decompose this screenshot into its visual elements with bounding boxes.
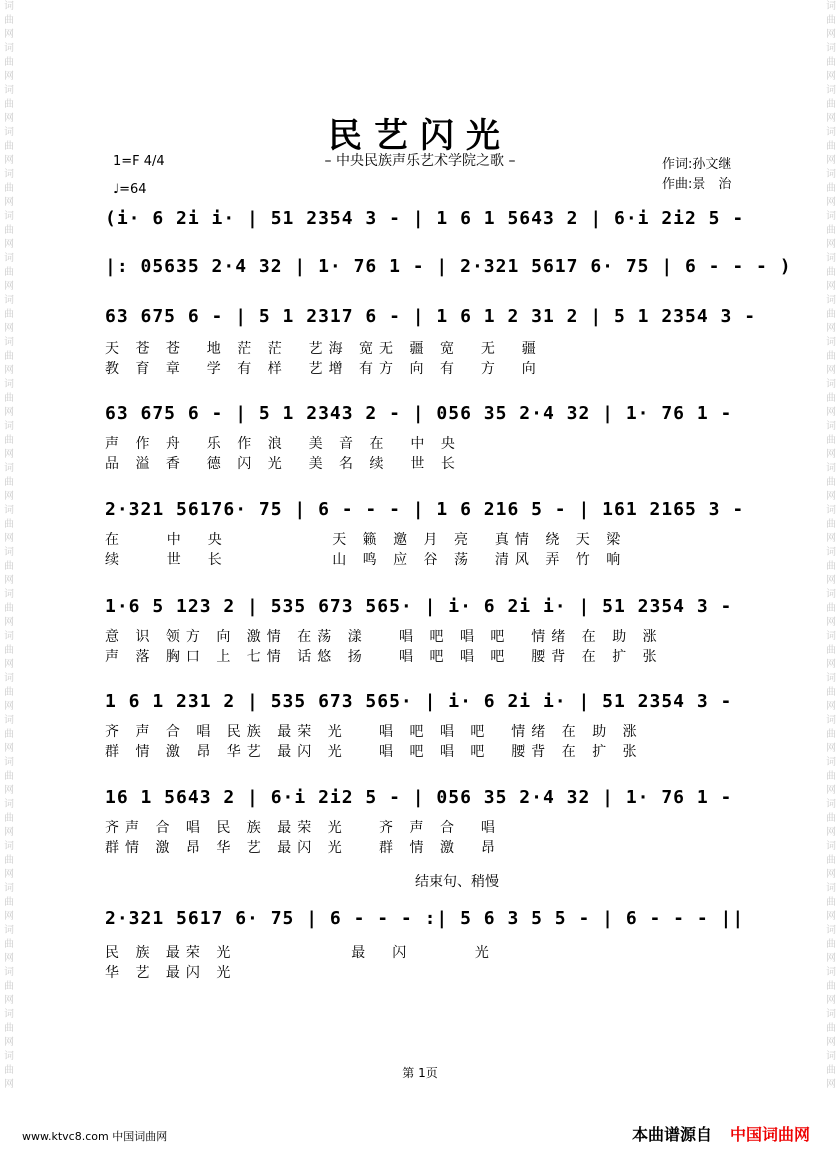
lyric-verse-1: 齐 声 合 唱 民族 最荣 光 唱 吧 唱 吧 情绪 在 助 涨 [105,724,643,740]
notation-line: 63 675 6 - | 5 1 2317 6 - | 1 6 1 2 31 2 | 5 1 2354 3 - [105,306,757,327]
notation-line: |: 05635 2·4 32 | 1· 76 1 - | 2·321 5617 6· 75 | 6 - - - ) [105,256,792,277]
notation-line: 1 6 1 231 2 | 535 673 565· | i· 6 2i i· | 51 2354 3 - [105,691,733,712]
notation-line: 2·321 5617 6· 75 | 6 - - - :| 5 6 3 5 5 - | 6 - - - || [105,908,745,929]
lyricist-credit: 作词:孙文继 [662,157,732,172]
lyric-verse-2: 华 艺 最闪 光 [105,965,237,981]
lyric-verse-2: 声 落 胸口 上 七情 话悠 扬 唱 吧 唱 吧 腰背 在 扩 张 [105,649,663,665]
lyric-verse-2: 群情 激 昂 华 艺 最闪 光 群 情 激 昂 [105,840,501,856]
footer-source-label: 本曲谱源自 [631,1125,712,1144]
lyric-verse-1: 齐声 合 唱 民 族 最荣 光 齐 声 合 唱 [105,820,501,836]
song-subtitle: – 中央民族声乐艺术学院之歌 – [324,153,516,169]
lyric-verse-2: 教 育 章 学 有 样 艺增 有方 向 有 方 向 [105,361,542,377]
notation-line: 16 1 5643 2 | 6·i 2i2 5 - | 056 35 2·4 32 | 1· 76 1 - [105,787,733,808]
footer-site: www.ktvc8.com 中国词曲网 [22,1130,168,1143]
watermark-right: 词曲网词曲网词曲网词曲网词曲网词曲网词曲网词曲网词曲网词曲网词曲网词曲网词曲网词曲网词曲网词曲网词曲网词曲网词曲网词曲网词曲网词曲网词曲网词曲网词曲网词曲网 [826,1,836,1090]
page-number: 第 1页 [402,1066,438,1080]
lyric-verse-2: 群 情 激 昂 华艺 最闪 光 唱 吧 唱 吧 腰背 在 扩 张 [105,744,643,760]
tempo-marking: ♩=64 [113,182,147,197]
watermark-left: 词曲网词曲网词曲网词曲网词曲网词曲网词曲网词曲网词曲网词曲网词曲网词曲网词曲网词曲网词曲网词曲网词曲网词曲网词曲网词曲网词曲网词曲网词曲网词曲网词曲网词曲网 [4,1,14,1090]
composer-credit: 作曲:景 治 [662,177,732,192]
lyric-verse-1: 意 识 领方 向 激情 在荡 漾 唱 吧 唱 吧 情绪 在 助 涨 [105,629,663,645]
notation-line: 63 675 6 - | 5 1 2343 2 - | 056 35 2·4 32 | 1· 76 1 - [105,403,733,424]
lyric-verse-2: 续 世 长 山 鸣 应 谷 荡 清风 弄 竹 响 [105,552,627,568]
lyric-verse-1: 天 苍 苍 地 茫 茫 艺海 宽无 疆 宽 无 疆 [105,341,542,357]
lyric-verse-1: 声 作 舟 乐 作 浪 美 音 在 中 央 [105,436,461,452]
ending-instruction: 结束句、稍慢 [415,874,499,890]
footer-source [632,1122,810,1145]
lyric-verse-2: 品 溢 香 德 闪 光 美 名 续 世 长 [105,456,461,472]
footer-brand: 中国词曲网 [729,1125,810,1144]
notation-line: (i· 6 2i i· | 51 2354 3 - | 1 6 1 5643 2 | 6·i 2i2 5 - [105,208,745,229]
lyric-verse-1: 在 中 央 天 籁 邀 月 亮 真情 绕 天 梁 [105,532,627,548]
key-signature: 1=F 4/4 [113,154,165,169]
notation-line: 2·321 56176· 75 | 6 - - - | 1 6 216 5 - | 161 2165 3 - [105,499,745,520]
lyric-verse-1: 民 族 最荣 光 最 闪 光 [105,945,495,961]
notation-line: 1·6 5 123 2 | 535 673 565· | i· 6 2i i· | 51 2354 3 - [105,596,733,617]
song-title: 民艺闪光 [328,116,512,156]
